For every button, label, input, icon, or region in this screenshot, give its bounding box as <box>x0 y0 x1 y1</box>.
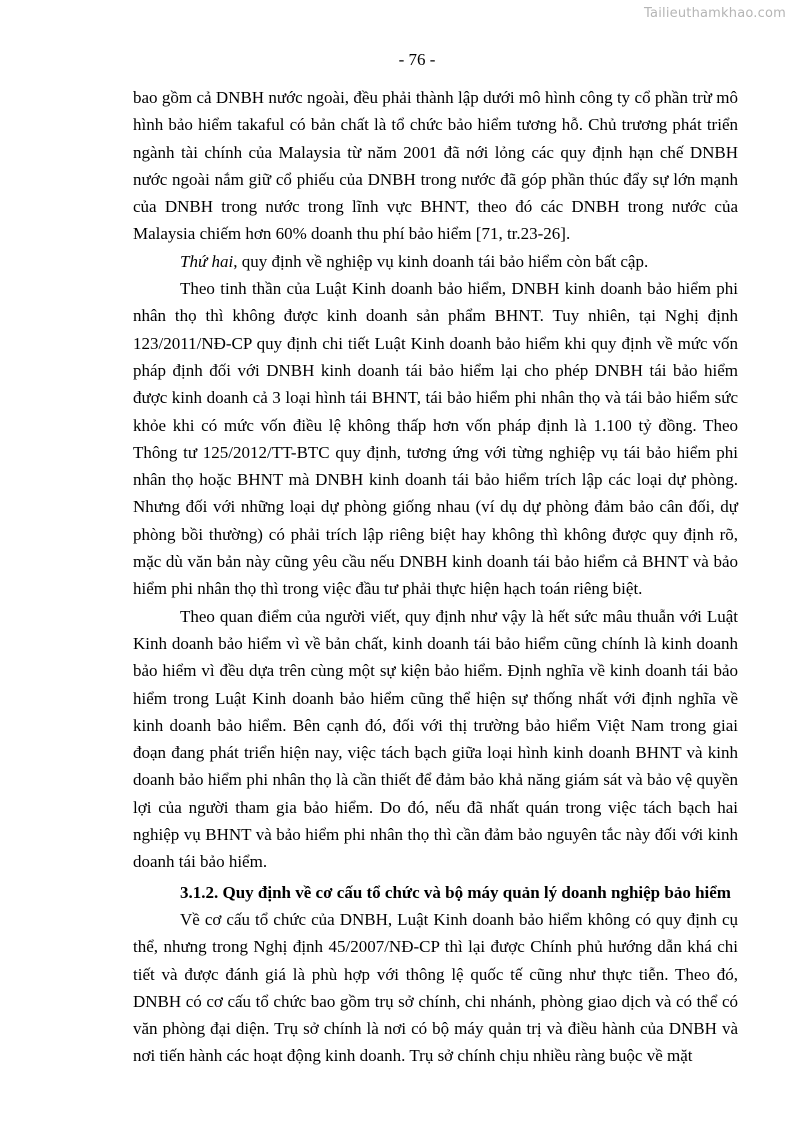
watermark-text: Tailieuthamkhao.com <box>644 6 786 21</box>
second-point-text: , quy định về nghiệp vụ kinh doanh tái bảo hiểm còn bất cập. <box>233 251 649 271</box>
paragraph-second-point <box>133 248 738 275</box>
emphasis-thu-hai: Thứ hai <box>180 251 234 271</box>
paragraph-organization-structure: Về cơ cấu tổ chức của DNBH, Luật Kinh doanh bảo hiểm không có quy định cụ thể, nhưng trong Nghị định 45/2007/NĐ-CP thì lại được Chính phủ hướng dẫn khá chi tiết và được đánh giá là phù hợp với thông lệ quốc tế cũng như thực tiễn. Theo đó, DNBH có cơ cấu tổ chức bao gồm trụ sở chính, chi nhánh, phòng giao dịch và có thể có văn phòng đại diện. Trụ sở chính là nơi có bộ máy quản trị và điều hành của DNBH và nơi tiến hành các hoạt động kinh doanh. Trụ sở chính chịu nhiều ràng buộc về mặt <box>133 909 738 1066</box>
paragraph-reinsurance-regulation: Theo tinh thần của Luật Kinh doanh bảo hiểm, DNBH kinh doanh bảo hiểm phi nhân thọ thì không được kinh doanh sản phẩm BHNT. Tuy nhiên, tại Nghị định 123/2011/NĐ-CP quy định chi tiết Luật Kinh doanh bảo hiểm khi quy định về mức vốn pháp định đối với DNBH kinh doanh tái bảo hiểm lại cho phép DNBH tái bảo hiểm được kinh doanh cả 3 loại hình tái BHNT, tái bảo hiểm phi nhân thọ và tái bảo hiểm sức khỏe khi có mức vốn điều lệ không thấp hơn vốn pháp định là 1.100 tỷ đồng. Theo Thông tư 125/2012/TT-BTC quy định, tương ứng với từng nghiệp vụ tái bảo hiểm phi nhân thọ hoặc BHNT mà DNBH kinh doanh tái bảo hiểm trích lập các loại dự phòng. Nhưng đối với những loại dự phòng giống nhau (ví dụ dự phòng đảm bảo cân đối, dự phòng bồi thường) có phải trích lập riêng biệt hay không thì không được quy định rõ, mặc dù văn bản này cũng yêu cầu nếu DNBH kinh doanh tái bảo hiểm cả BHNT và bảo hiểm phi nhân thọ thì trong việc đầu tư phải thực hiện hạch toán riêng biệt. <box>133 279 738 599</box>
document-body <box>133 84 738 1070</box>
section-heading: 3.1.2. Quy định về cơ cấu tổ chức và bộ máy quản lý doanh nghiệp bảo hiểm <box>180 882 731 902</box>
page-number: - 76 - <box>398 50 436 69</box>
paragraph-continuation: bao gồm cả DNBH nước ngoài, đều phải thành lập dưới mô hình công ty cổ phần trừ mô hình bảo hiểm takaful có bản chất là tổ chức bảo hiểm tương hỗ. Chủ trương phát triển ngành tài chính của Malaysia từ năm 2001 đã nới lỏng các quy định hạn chế DNBH nước ngoài nắm giữ cổ phiếu của DNBH trong nước đã góp phần thúc đẩy sự lớn mạnh của DNBH trong nước trong lĩnh vực BHNT, theo đó các DNBH trong nước của Malaysia chiếm hơn 60% doanh thu phí bảo hiểm [71, tr.23-26]. <box>133 88 738 244</box>
paragraph-author-view: Theo quan điểm của người viết, quy định như vậy là hết sức mâu thuẫn với Luật Kinh doanh bảo hiểm vì về bản chất, kinh doanh tái bảo hiểm cũng chính là kinh doanh bảo hiểm vì đều dựa trên cùng một sự kiện bảo hiểm. Định nghĩa về kinh doanh tái bảo hiểm trong Luật Kinh doanh bảo hiểm cũng thể hiện sự thống nhất với định nghĩa về kinh doanh bảo hiểm. Bên cạnh đó, đối với thị trường bảo hiểm Việt Nam trong giai đoạn đang phát triển hiện nay, việc tách bạch giữa loại hình kinh doanh BHNT và kinh doanh bảo hiểm phi nhân thọ là cần thiết để đảm bảo khả năng giám sát và bảo vệ quyền lợi của người tham gia bảo hiểm. Do đó, nếu đã nhất quán trong việc tách bạch hai nghiệp vụ BHNT và bảo hiểm phi nhân thọ thì cần đảm bảo nguyên tắc này đối với kinh doanh tái bảo hiểm. <box>133 606 738 872</box>
